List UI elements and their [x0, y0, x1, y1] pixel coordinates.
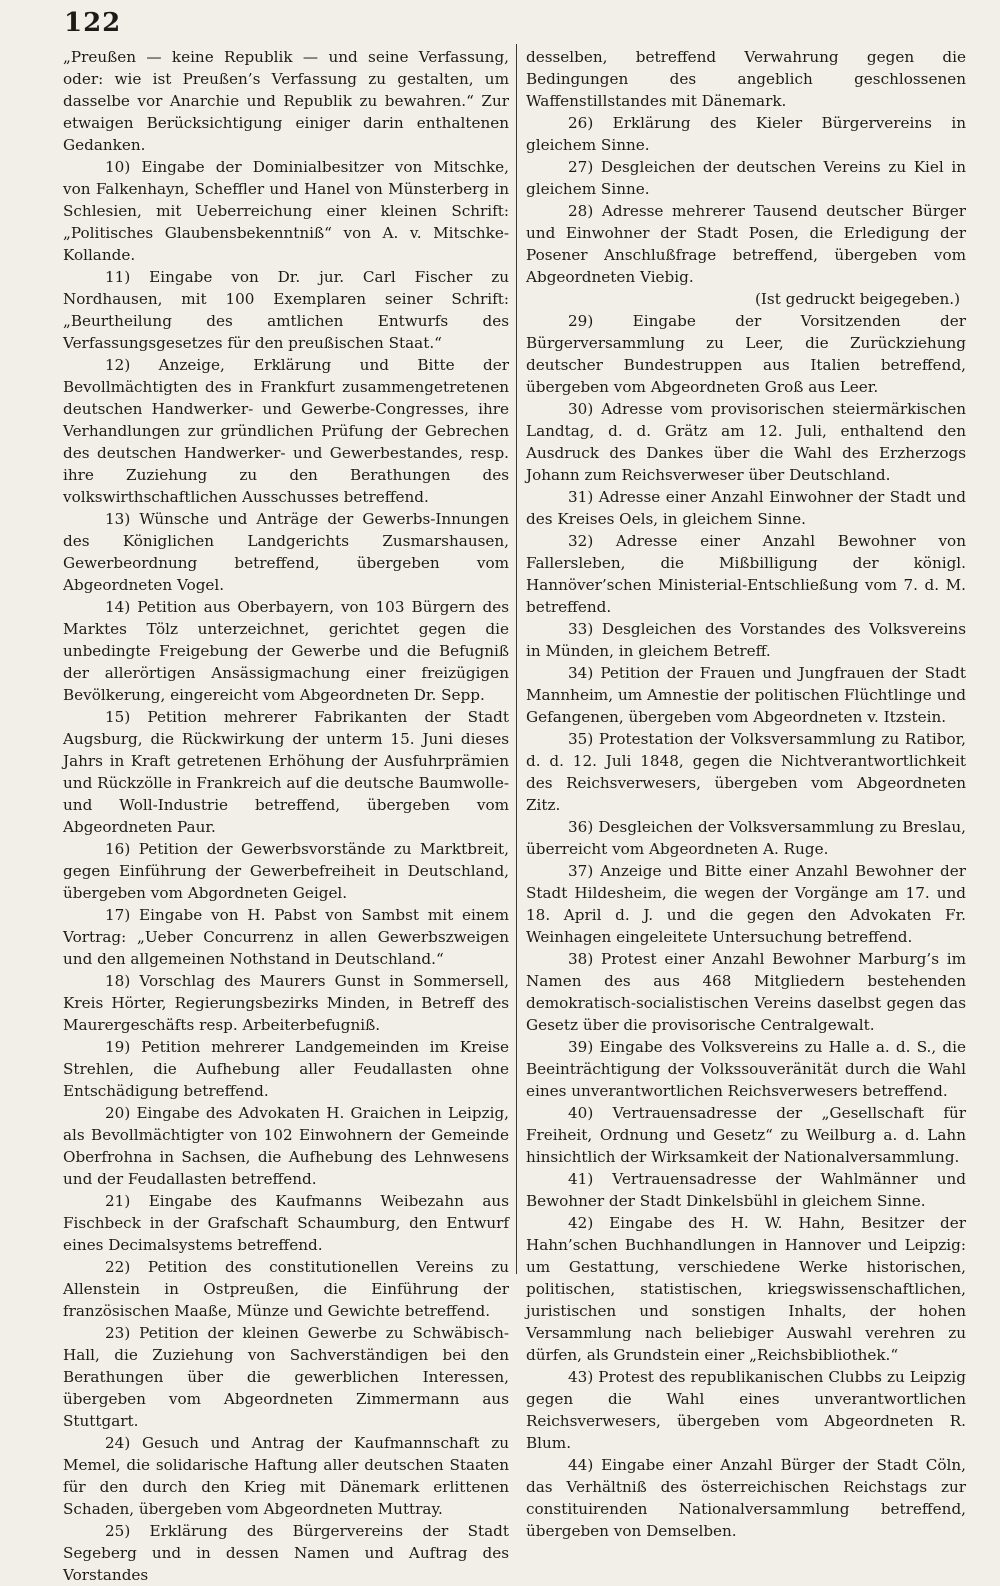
petition-entry: 29) Eingabe der Vorsitzenden der Bürgerversammlung zu Leer, die Zurückziehung deutscher Bundestruppen aus Italien betreffend, übergeben vom Abgeordneten Groß aus Leer. [526, 312, 966, 396]
petition-entry: 12) Anzeige, Erklärung und Bitte der Bevollmächtigten des in Frankfurt zusammengetretenen deutschen Handwerker- und Gewerbe-Congresses, ihre Verhandlungen zur gründlichen Prüfung der Gebrechen des deutschen Handwerker- und Gewerbestandes, resp. ihre Zuziehung zu den Berathungen des volkswirthschaftlichen Ausschusses betreffend. [63, 356, 509, 506]
petition-entry: 38) Protest einer Anzahl Bewohner Marburg’s im Namen des aus 468 Mitgliedern bestehenden demokratisch-socialistischen Vereins daselbst gegen das Gesetz über die provisorische Centralgewalt. [526, 950, 966, 1034]
petition-entry: 18) Vorschlag des Maurers Gunst in Sommersell, Kreis Hörter, Regierungsbezirks Minden, in Betreff des Maurergeschäfts resp. Arbeiterbefugniß. [63, 972, 509, 1034]
petition-entry: 31) Adresse einer Anzahl Einwohner der Stadt und des Kreises Oels, in gleichem Sinne. [526, 488, 966, 528]
petition-entry: 25) Erklärung des Bürgervereins der Stadt Segeberg und in dessen Namen und Auftrag des Vorstandes [63, 1522, 509, 1584]
petition-entry: 33) Desgleichen des Vorstandes des Volksvereins in Münden, in gleichem Betreff. [526, 620, 966, 660]
petition-entry: 40) Vertrauensadresse der „Gesellschaft für Freiheit, Ordnung und Gesetz“ zu Weilburg a. d. Lahn hinsichtlich der Wirksamkeit der Nationalversammlung. [526, 1104, 966, 1166]
petition-entry: 35) Protestation der Volksversammlung zu Ratibor, d. d. 12. Juli 1848, gegen die Nichtverantwortlichkeit des Reichsverwesers, übergeben vom Abgeordneten Zitz. [526, 730, 966, 814]
petition-entry: 17) Eingabe von H. Pabst von Sambst mit einem Vortrag: „Ueber Concurrenz in allen Gewerbszweigen und den allgemeinen Nothstand in Deutschland.“ [63, 906, 509, 968]
petition-entry: 24) Gesuch und Antrag der Kaufmannschaft zu Memel, die solidarische Haftung aller deutschen Staaten für den durch den Krieg mit Dänemark erlittenen Schaden, übergeben vom Abgeordneten Muttray. [63, 1434, 509, 1518]
petition-entry: 44) Eingabe einer Anzahl Bürger der Stadt Cöln, das Verhältniß des österreichischen Reichstags zur constituirenden Nationalversammlung betreffend, übergeben von Demselben. [526, 1456, 966, 1540]
petition-entry: 15) Petition mehrerer Fabrikanten der Stadt Augsburg, die Rückwirkung der unterm 15. Juni dieses Jahrs in Kraft getretenen Erhöhung der Ausfuhrprämien und Rückzölle in Frankreich auf die deutsche Baumwolle- und Woll-Industrie betreffend, übergeben vom Abgeordneten Paur. [63, 708, 509, 836]
page-number: 122 [64, 8, 122, 38]
column-divider [516, 44, 517, 1274]
petition-entry: 41) Vertrauensadresse der Wahlmänner und Bewohner der Stadt Dinkelsbühl in gleichem Sinne. [526, 1170, 966, 1210]
petition-entry: 43) Protest des republikanischen Clubbs zu Leipzig gegen die Wahl eines unverantwortlichen Reichsverwesers, übergeben vom Abgeordneten R. Blum. [526, 1368, 966, 1452]
petition-entry: 16) Petition der Gewerbsvorstände zu Marktbreit, gegen Einführung der Gewerbefreiheit in Deutschland, übergeben vom Abgordneten Geigel. [63, 840, 509, 902]
petition-entry: 27) Desgleichen der deutschen Vereins zu Kiel in gleichem Sinne. [526, 158, 966, 198]
continued-paragraph: „Preußen — keine Republik — und seine Verfassung, oder: wie ist Preußen’s Verfassung zu gestalten, um dasselbe vor Anarchie und Republik zu bewahren.“ Zur etwaigen Berücksichtigung einiger darin enthaltenen Gedanken. [63, 48, 509, 154]
petition-entry: 39) Eingabe des Volksvereins zu Halle a. d. S., die Beeinträchtigung der Volkssouveränität durch die Wahl eines unverantwortlichen Reichsverwesers betreffend. [526, 1038, 966, 1100]
petition-entry: 10) Eingabe der Dominialbesitzer von Mitschke, von Falkenhayn, Scheffler und Hanel von Münsterberg in Schlesien, mit Ueberreichung einer kleinen Schrift: „Politisches Glaubensbekenntniß“ von A. v. Mitschke-Kollande. [63, 158, 509, 264]
print-note: (Ist gedruckt beigegeben.) [755, 290, 960, 308]
petition-entry: 36) Desgleichen der Volksversammlung zu Breslau, überreicht vom Abgeordneten A. Ruge. [526, 818, 966, 858]
petition-entry: 20) Eingabe des Advokaten H. Graichen in Leipzig, als Bevollmächtigter von 102 Einwohnern der Gemeinde Oberfrohna in Sachsen, die Aufhebung des Lehnwesens und der Feudallasten betreffend. [63, 1104, 509, 1188]
petition-entry: 19) Petition mehrerer Landgemeinden im Kreise Strehlen, die Aufhebung aller Feudallasten ohne Entschädigung betreffend. [63, 1038, 509, 1100]
petition-entry: 34) Petition der Frauen und Jungfrauen der Stadt Mannheim, um Amnestie der politischen Flüchtlinge und Gefangenen, übergeben vom Abgeordneten v. Itzstein. [526, 664, 966, 726]
petition-entry: 22) Petition des constitutionellen Vereins zu Allenstein in Ostpreußen, die Einführung der französischen Maaße, Münze und Gewichte betreffend. [63, 1258, 509, 1320]
petition-entry: 42) Eingabe des H. W. Hahn, Besitzer der Hahn’schen Buchhandlungen in Hannover und Leipzig: um Gestattung, verschiedene Werke historischen, politischen, statistischen, kriegswissenschaftlichen, juristischen und sonstigen Inhalts, der hohen Versammlung nach beliebiger Auswahl verehren zu dürfen, als Grundstein einer „Reichsbibliothek.“ [526, 1214, 966, 1364]
petition-entry: 30) Adresse vom provisorischen steiermärkischen Landtag, d. d. Grätz am 12. Juli, enthaltend den Ausdruck des Dankes über die Wahl des Erzherzogs Johann zum Reichsverweser über Deutschland. [526, 400, 966, 484]
petition-entry: 37) Anzeige und Bitte einer Anzahl Bewohner der Stadt Hildesheim, die wegen der Vorgänge am 17. und 18. April d. J. und die gegen den Advokaten Fr. Weinhagen eingeleitete Untersuchung betreffend. [526, 862, 966, 946]
petition-entry: 11) Eingabe von Dr. jur. Carl Fischer zu Nordhausen, mit 100 Exemplaren seiner Schrift: „Beurtheilung des amtlichen Entwurfs des Verfassungsgesetzes für den preußischen Staat.“ [63, 268, 509, 352]
right-column [526, 46, 966, 1542]
petition-entry: 28) Adresse mehrerer Tausend deutscher Bürger und Einwohner der Stadt Posen, die Erledigung der Posener Anschlußfrage betreffend, übergeben vom Abgeordneten Viebig. [526, 202, 966, 286]
continued-paragraph: desselben, betreffend Verwahrung gegen die Bedingungen des angeblich geschlossenen Waffenstillstandes mit Dänemark. [526, 48, 966, 110]
left-column [63, 46, 509, 1586]
petition-entry: 21) Eingabe des Kaufmanns Weibezahn aus Fischbeck in der Grafschaft Schaumburg, den Entwurf eines Decimalsystems betreffend. [63, 1192, 509, 1254]
petition-entry: 13) Wünsche und Anträge der Gewerbs-Innungen des Königlichen Landgerichts Zusmarshausen, Gewerbeordnung betreffend, übergeben vom Abgeordneten Vogel. [63, 510, 509, 594]
petition-entry: 23) Petition der kleinen Gewerbe zu Schwäbisch-Hall, die Zuziehung von Sachverständigen bei den Berathungen über die gewerblichen Interessen, übergeben vom Abgeordneten Zimmermann aus Stuttgart. [63, 1324, 509, 1430]
petition-entry: 32) Adresse einer Anzahl Bewohner von Fallersleben, die Mißbilligung der königl. Hannöver’schen Ministerial-Entschließung vom 7. d. M. betreffend. [526, 532, 966, 616]
petition-entry: 26) Erklärung des Kieler Bürgervereins in gleichem Sinne. [526, 114, 966, 154]
petition-entry: 14) Petition aus Oberbayern, von 103 Bürgern des Marktes Tölz unterzeichnet, gerichtet gegen die unbedingte Freigebung der Gewerbe und die Befugniß der allerörtigen Ansässigmachung einer freizügigen Bevölkerung, eingereicht vom Abgeordneten Dr. Sepp. [63, 598, 509, 704]
